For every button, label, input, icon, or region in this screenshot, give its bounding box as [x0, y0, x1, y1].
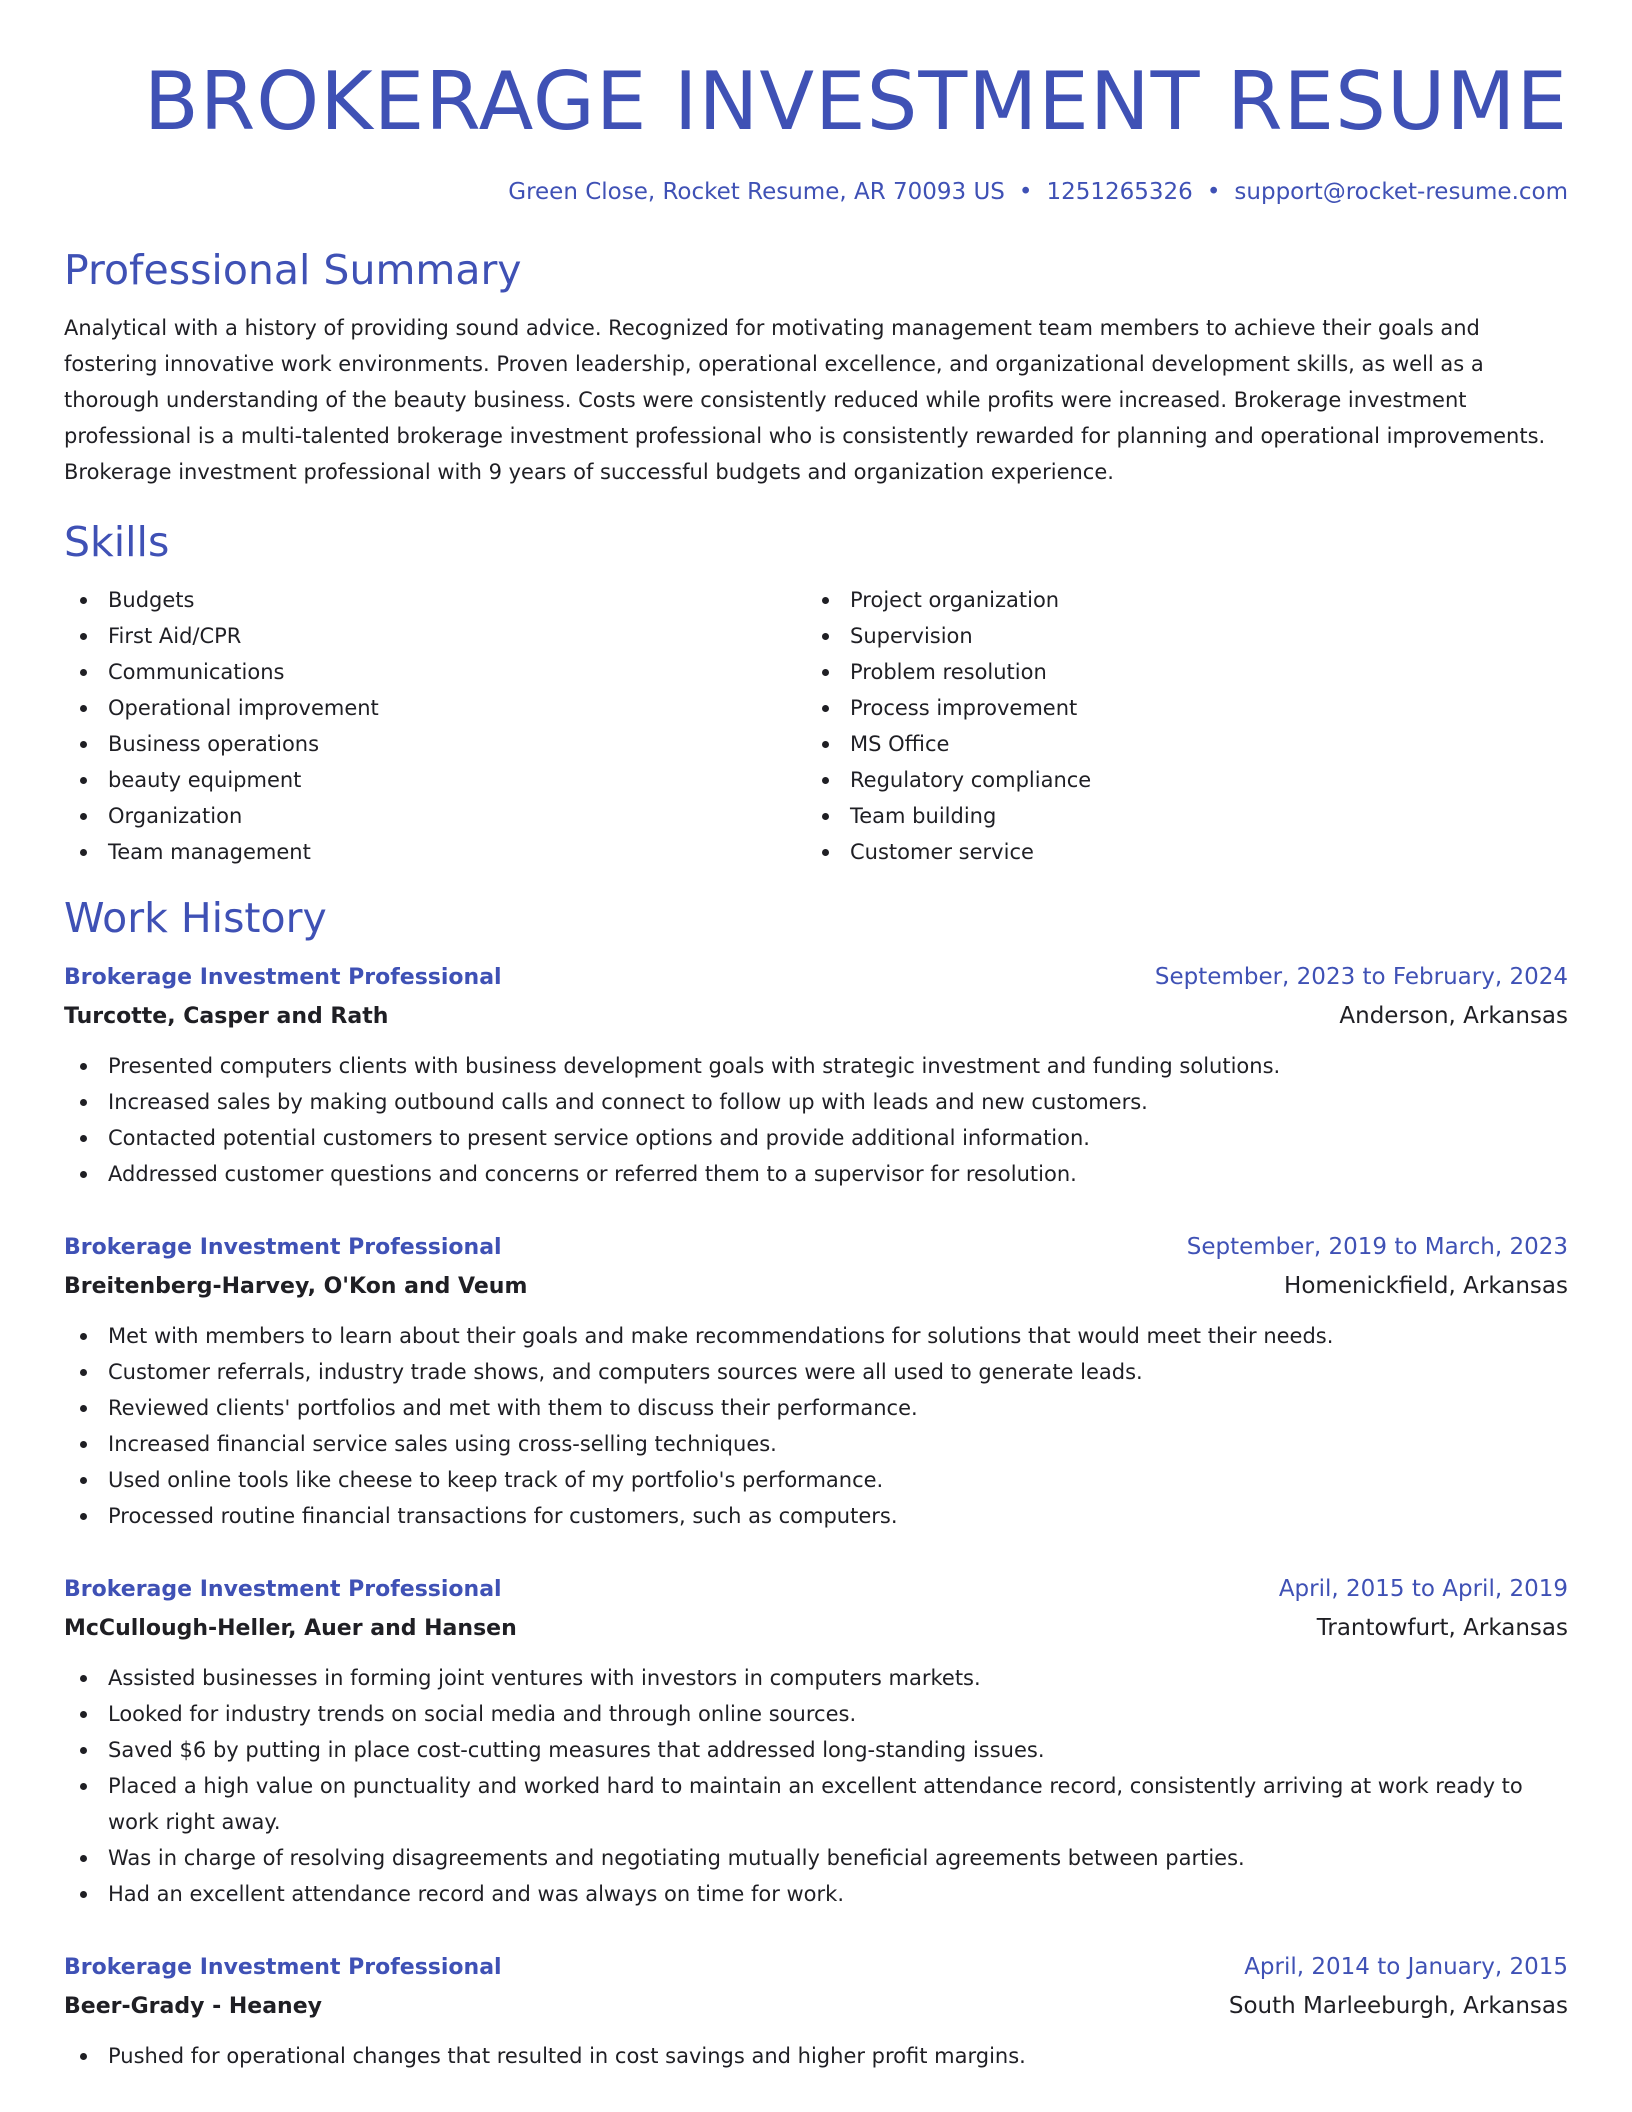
skill-item: Budgets [64, 582, 806, 618]
skills-heading: Skills [64, 518, 170, 566]
job-bullets [64, 2038, 1568, 2074]
job-bullet: Looked for industry trends on social media and through online sources. [64, 1696, 1568, 1732]
summary-heading: Professional Summary [64, 246, 522, 294]
job-bullet: Reviewed clients' portfolios and met with them to discuss their performance. [64, 1390, 1568, 1426]
skill-item: Supervision [806, 618, 1548, 654]
job-bullet: Increased financial service sales using cross-selling techniques. [64, 1426, 1568, 1462]
job-entry [64, 1948, 1568, 2074]
company-name: Beer-Grady - Heaney [64, 1994, 322, 2019]
contact-separator: • [1206, 179, 1221, 205]
job-location: Homenickfield, Arkansas [1284, 1273, 1568, 1299]
job-location: South Marleeburgh, Arkansas [1228, 1993, 1568, 2019]
contact-phone: 1251265326 [1046, 179, 1193, 205]
skill-item: Project organization [806, 582, 1548, 618]
job-bullets [64, 1048, 1568, 1192]
skill-item: Team management [64, 834, 806, 870]
resume-page [64, 0, 1568, 2074]
job-bullet: Contacted potential customers to present service options and provide additional information. [64, 1120, 1568, 1156]
skill-item: Process improvement [806, 690, 1548, 726]
job-location: Anderson, Arkansas [1339, 1003, 1568, 1029]
skill-item: First Aid/CPR [64, 618, 806, 654]
job-title: Brokerage Investment Professional [64, 1235, 502, 1260]
job-dates: September, 2019 to March, 2023 [1186, 1234, 1568, 1260]
job-entry [64, 1228, 1568, 1534]
job-dates: April, 2014 to January, 2015 [1244, 1954, 1568, 1980]
job-bullet: Saved $6 by putting in place cost-cutting measures that addressed long-standing issues. [64, 1732, 1568, 1768]
job-bullet: Addressed customer questions and concerns or referred them to a supervisor for resolution. [64, 1156, 1568, 1192]
job-title: Brokerage Investment Professional [64, 1955, 502, 1980]
company-name: McCullough-Heller, Auer and Hansen [64, 1616, 517, 1641]
skills-column-left [64, 582, 806, 870]
skill-item: MS Office [806, 726, 1548, 762]
skill-item: Customer service [806, 834, 1548, 870]
job-bullet: Used online tools like cheese to keep track of my portfolio's performance. [64, 1462, 1568, 1498]
resume-title: BROKERAGE INVESTMENT RESUME [143, 55, 1568, 148]
skills-list [64, 582, 1568, 870]
company-name: Turcotte, Casper and Rath [64, 1004, 389, 1029]
skill-item: Team building [806, 798, 1548, 834]
summary-text: Analytical with a history of providing sound advice. Recognized for motivating management team members to achieve their goals and fostering innovative work environments. Proven leadership, operational excellence, and organizational development skills, as well as a thorough understanding of the beauty business. Costs were consistently reduced while profits were increased. Brokerage investment professional is a multi-talented brokerage investment professional who is consistently rewarded for planning and operational improvements. Brokerage investment professional with 9 years of successful budgets and organization experience. [64, 316, 1546, 484]
job-title: Brokerage Investment Professional [64, 1577, 502, 1602]
skills-column-right [806, 582, 1548, 870]
work-history-heading: Work History [64, 894, 327, 942]
skill-item: Operational improvement [64, 690, 806, 726]
contact-address: Green Close, Rocket Resume, AR 70093 US [508, 179, 1005, 205]
job-bullet: Had an excellent attendance record and was always on time for work. [64, 1876, 1568, 1912]
contact-line [64, 176, 1568, 208]
job-bullet: Met with members to learn about their goals and make recommendations for solutions that would meet their needs. [64, 1318, 1568, 1354]
company-name: Breitenberg-Harvey, O'Kon and Veum [64, 1274, 528, 1299]
job-title: Brokerage Investment Professional [64, 965, 502, 990]
job-dates: April, 2015 to April, 2019 [1278, 1576, 1568, 1602]
job-location: Trantowfurt, Arkansas [1316, 1615, 1568, 1641]
job-bullet: Was in charge of resolving disagreements and negotiating mutually beneficial agreements between parties. [64, 1840, 1568, 1876]
job-bullet: Increased sales by making outbound calls and connect to follow up with leads and new customers. [64, 1084, 1568, 1120]
job-entry [64, 1570, 1568, 1912]
job-bullet: Customer referrals, industry trade shows, and computers sources were all used to generate leads. [64, 1354, 1568, 1390]
job-bullets [64, 1318, 1568, 1534]
job-bullet: Processed routine financial transactions for customers, such as computers. [64, 1498, 1568, 1534]
job-entry [64, 958, 1568, 1192]
contact-email: support@rocket-resume.com [1234, 179, 1568, 205]
job-dates: September, 2023 to February, 2024 [1154, 964, 1568, 990]
skill-item: Problem resolution [806, 654, 1548, 690]
job-bullet: Presented computers clients with business development goals with strategic investment and funding solutions. [64, 1048, 1568, 1084]
contact-separator: • [1018, 179, 1033, 205]
skill-item: Organization [64, 798, 806, 834]
job-bullet: Pushed for operational changes that resulted in cost savings and higher profit margins. [64, 2038, 1568, 2074]
job-bullet: Placed a high value on punctuality and worked hard to maintain an excellent attendance record, consistently arriving at work ready to work right away. [64, 1768, 1568, 1840]
skill-item: Regulatory compliance [806, 762, 1548, 798]
skill-item: Communications [64, 654, 806, 690]
job-bullet: Assisted businesses in forming joint ventures with investors in computers markets. [64, 1660, 1568, 1696]
skill-item: Business operations [64, 726, 806, 762]
skill-item: beauty equipment [64, 762, 806, 798]
job-bullets [64, 1660, 1568, 1912]
